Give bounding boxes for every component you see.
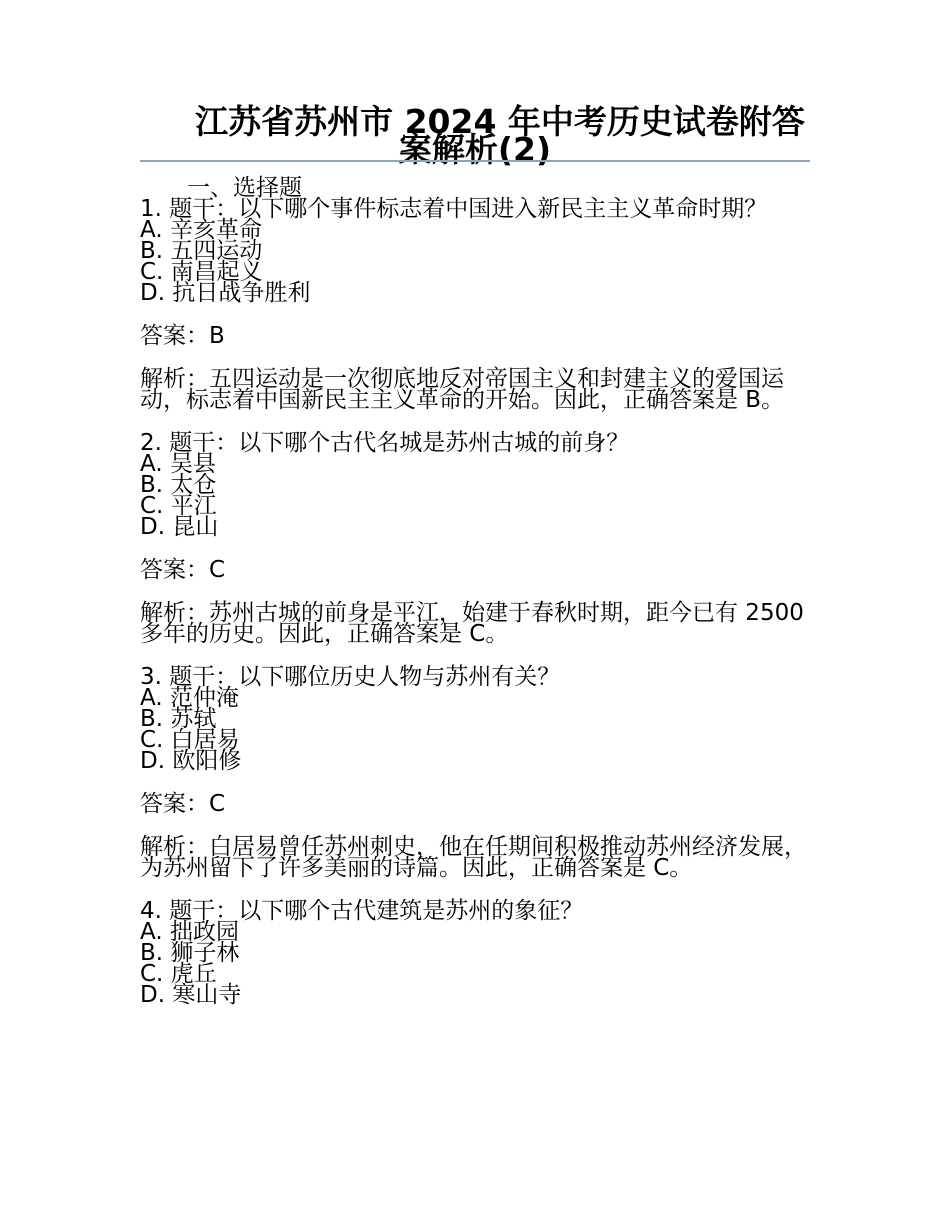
option-c: C. 虎丘 <box>140 961 217 987</box>
question-stem: 4. 题干：以下哪个古代建筑是苏州的象征？ <box>140 898 584 924</box>
answer: 答案：C <box>140 557 226 583</box>
option-d: D. 欧阳修 <box>140 748 242 774</box>
question-3 <box>140 664 812 881</box>
analysis: 解析：白居易曾任苏州刺史，他在任期间积极推动苏州经济发展，为苏州留下了许多美丽的诗篇。因此，正确答案是 C。 <box>140 834 807 881</box>
question-stem: 2. 题干：以下哪个古代名城是苏州古城的前身？ <box>140 430 630 456</box>
question-2 <box>140 430 812 647</box>
document-title <box>140 102 810 169</box>
question-1 <box>140 196 812 413</box>
analysis: 解析：五四运动是一次彻底地反对帝国主义和封建主义的爱国运动，标志着中国新民主主义革命的开始。因此，正确答案是 B。 <box>140 366 785 413</box>
option-a: A. 拙政园 <box>140 919 239 945</box>
analysis: 解析：苏州古城的前身是平江，始建于春秋时期，距今已有 2500 多年的历史。因此，正确答案是 C。 <box>140 600 804 647</box>
option-d: D. 昆山 <box>140 514 219 540</box>
question-4 <box>140 898 812 1008</box>
answer: 答案：B <box>140 323 225 349</box>
option-c: C. 南昌起义 <box>140 259 263 285</box>
option-b: B. 苏轼 <box>140 706 217 732</box>
answer: 答案：C <box>140 791 226 817</box>
option-b: B. 狮子林 <box>140 940 240 966</box>
document-body <box>140 175 812 1008</box>
option-c: C. 白居易 <box>140 727 240 753</box>
option-b: B. 太仓 <box>140 472 217 498</box>
option-a: A. 吴县 <box>140 451 216 477</box>
option-d: D. 抗日战争胜利 <box>140 280 311 306</box>
question-stem: 1. 题干：以下哪个事件标志着中国进入新民主主义革命时期？ <box>140 196 768 222</box>
question-stem: 3. 题干：以下哪位历史人物与苏州有关？ <box>140 664 561 690</box>
option-b: B. 五四运动 <box>140 238 263 264</box>
option-d: D. 寒山寺 <box>140 982 242 1008</box>
title-underline <box>140 160 810 162</box>
document-title-line1: 江苏省苏州市 2024 年中考历史试卷附答 <box>195 102 805 141</box>
option-c: C. 平江 <box>140 493 217 519</box>
option-a: A. 辛亥革命 <box>140 217 262 243</box>
option-a: A. 范仲淹 <box>140 685 239 711</box>
document-title-line2: 案解析(2) <box>398 130 552 169</box>
section-heading: 一、选择题 <box>187 175 302 201</box>
